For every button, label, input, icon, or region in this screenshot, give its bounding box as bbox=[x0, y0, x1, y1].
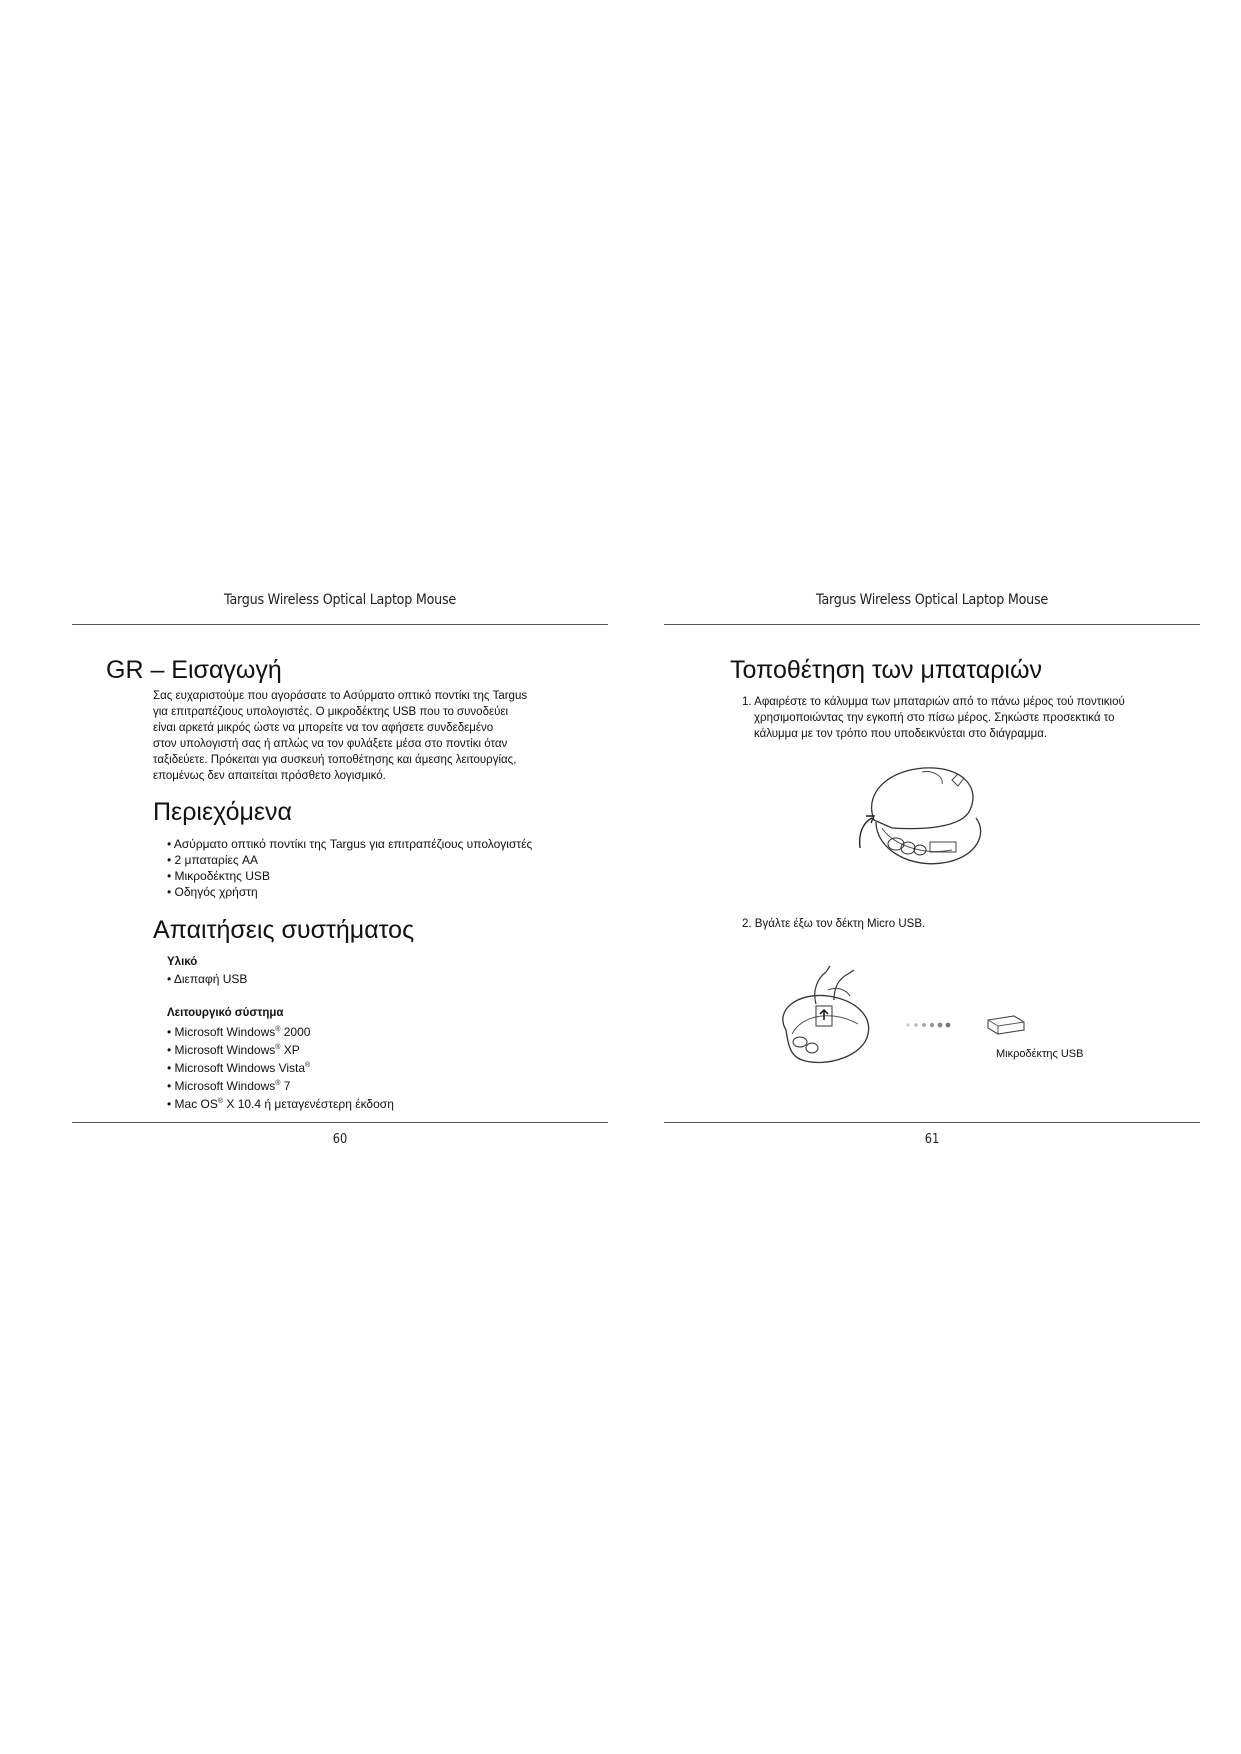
list-item: • Μικροδέκτης USB bbox=[167, 868, 532, 884]
list-item: • Οδηγός χρήστη bbox=[167, 884, 532, 900]
intro-line: Σας ευχαριστούμε που αγοράσατε το Ασύρματο οπτικό ποντίκι της Targus bbox=[153, 690, 528, 702]
right-page bbox=[652, 580, 1212, 1160]
footer-rule bbox=[72, 1122, 608, 1123]
page-number: 61 bbox=[924, 1132, 940, 1147]
page-number: 60 bbox=[332, 1132, 348, 1147]
intro-line: είναι αρκετά μικρός ώστε να μπορείτε να τον αφήσετε συνδεδεμένο bbox=[153, 722, 494, 734]
intro-paragraph bbox=[153, 688, 573, 784]
requirements-title: Απαιτήσεις συστήματος bbox=[153, 916, 415, 944]
contents-title: Περιεχόμενα bbox=[153, 798, 292, 826]
list-item: • Mac OS® X 10.4 ή μεταγενέστερη έκδοση bbox=[167, 1094, 394, 1112]
step-line: χρησιμοποιώντας την εγκοπή στο πίσω μέρος. Σηκώστε προσεκτικά το bbox=[754, 712, 1115, 724]
list-item: • 2 μπαταρίες AA bbox=[167, 852, 532, 868]
step-1 bbox=[742, 694, 1182, 742]
list-item: • Microsoft Windows® XP bbox=[167, 1040, 394, 1058]
list-item: • Microsoft Windows® 7 bbox=[167, 1076, 394, 1094]
list-item: • Microsoft Windows Vista® bbox=[167, 1058, 394, 1076]
hardware-label: Υλικό bbox=[167, 956, 198, 968]
step-line: κάλυμμα με τον τρόπο που υποδεικνύεται στο διάγραμμα. bbox=[754, 728, 1048, 740]
mouse-cover-illustration bbox=[852, 758, 1002, 878]
intro-title: GR – Εισαγωγή bbox=[106, 656, 282, 684]
left-page bbox=[60, 580, 620, 1160]
intro-line: για επιτραπέζιους υπολογιστές. Ο μικροδέκτης USB που το συνοδεύει bbox=[153, 706, 509, 718]
receiver-removal-illustration bbox=[772, 960, 882, 1080]
list-item: • Διεπαφή USB bbox=[167, 971, 247, 987]
os-list bbox=[167, 1022, 394, 1112]
step-2: 2. Βγάλτε έξω τον δέκτη Micro USB. bbox=[742, 918, 926, 930]
running-header: Targus Wireless Optical Laptop Mouse bbox=[816, 592, 1048, 608]
list-item: • Microsoft Windows® 2000 bbox=[167, 1022, 394, 1040]
receiver-caption: Μικροδέκτης USB bbox=[996, 1048, 1084, 1060]
contents-list bbox=[167, 836, 532, 900]
running-header: Targus Wireless Optical Laptop Mouse bbox=[224, 592, 456, 608]
hardware-list bbox=[167, 971, 247, 987]
battery-title: Τοποθέτηση των μπαταριών bbox=[730, 656, 1042, 684]
os-label: Λειτουργικό σύστημα bbox=[167, 1007, 284, 1019]
header-rule bbox=[72, 624, 608, 625]
motion-dots bbox=[904, 1020, 954, 1030]
intro-line: επομένως δεν απαιτείται πρόσθετο λογισμικό. bbox=[153, 770, 386, 782]
usb-receiver-icon bbox=[984, 1010, 1028, 1036]
step-line: 1. Αφαιρέστε το κάλυμμα των μπαταριών από το πάνω μέρος τού ποντικιού bbox=[742, 696, 1125, 708]
intro-line: ταξιδεύετε. Πρόκειται για συσκευή τοποθέτησης και άμεσης λειτουργίας, bbox=[153, 754, 517, 766]
footer-rule bbox=[664, 1122, 1200, 1123]
header-rule bbox=[664, 624, 1200, 625]
intro-line: στον υπολογιστή σας ή απλώς να τον φυλάξετε μέσα στο ποντίκι όταν bbox=[153, 738, 508, 750]
list-item: • Ασύρματο οπτικό ποντίκι της Targus για επιτραπέζιους υπολογιστές bbox=[167, 836, 532, 852]
